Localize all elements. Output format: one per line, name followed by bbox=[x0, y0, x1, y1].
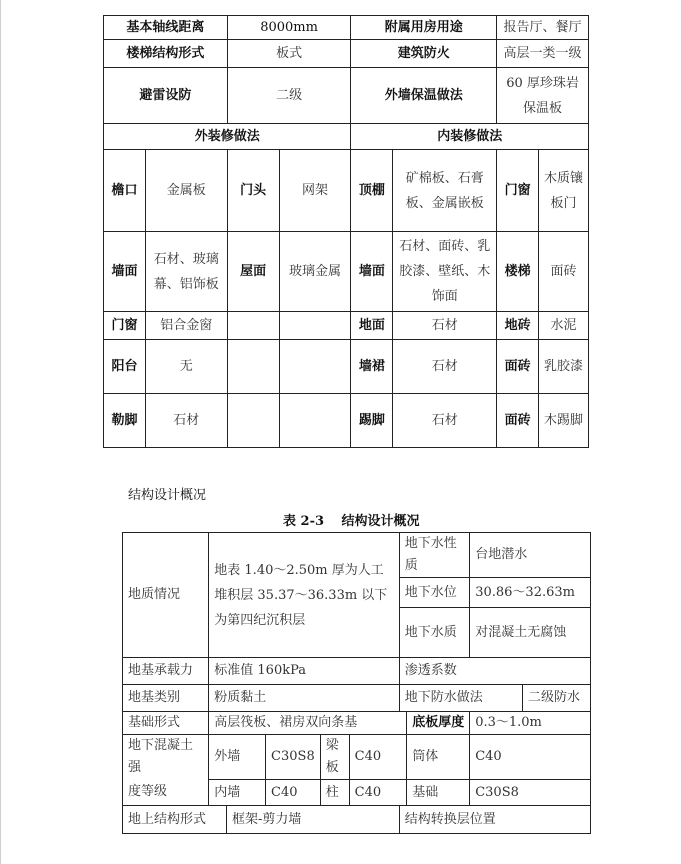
cell-value: 石材、面砖、乳胶漆、壁纸、木饰面 bbox=[393, 232, 497, 312]
table-row bbox=[123, 658, 591, 685]
table-row bbox=[104, 68, 589, 124]
cell-value: 60 厚珍珠岩保温板 bbox=[497, 68, 589, 124]
table-row bbox=[104, 150, 589, 232]
cell-value: 石材 bbox=[145, 394, 227, 448]
structure-summary-table bbox=[122, 532, 591, 834]
cell-value: 对混凝土无腐蚀 bbox=[470, 608, 591, 658]
cell-label: 度等级 bbox=[123, 780, 209, 806]
cell-label: 墙裙 bbox=[351, 340, 393, 394]
cell-value: C40 bbox=[349, 780, 407, 806]
cell-value: 二级防水 bbox=[522, 685, 590, 712]
cell-value: 报告厅、餐厅 bbox=[497, 16, 589, 40]
cell-label: 地下水性质 bbox=[399, 533, 469, 578]
cell-value: 金属板 bbox=[145, 150, 227, 232]
section-header-outer: 外装修做法 bbox=[104, 124, 351, 150]
table-row bbox=[123, 712, 591, 735]
table-row bbox=[123, 780, 591, 806]
cell-label: 地基类别 bbox=[123, 685, 209, 712]
cell-value: 8000mm bbox=[227, 16, 351, 40]
cell-value: C40 bbox=[266, 780, 321, 806]
cell-value: 石材 bbox=[393, 340, 497, 394]
cell-label: 踢脚 bbox=[351, 394, 393, 448]
cell-value: 石材 bbox=[393, 394, 497, 448]
cell-label: 底板厚度 bbox=[407, 712, 470, 735]
section-header-inner: 内装修做法 bbox=[351, 124, 589, 150]
cell-label: 顶棚 bbox=[351, 150, 393, 232]
cell-value: 无 bbox=[145, 340, 227, 394]
table-row bbox=[104, 16, 589, 40]
cell-label: 地下水质 bbox=[399, 608, 469, 658]
cell-label: 面砖 bbox=[497, 394, 539, 448]
cell-value: 水泥 bbox=[539, 312, 589, 340]
table-row bbox=[123, 533, 591, 578]
table-row bbox=[104, 124, 589, 150]
cell-label: 门窗 bbox=[104, 312, 146, 340]
cell-label: 地基承载力 bbox=[123, 658, 209, 685]
cell-value: 铝合金窗 bbox=[145, 312, 227, 340]
cell-value: 高层一类一级 bbox=[497, 40, 589, 68]
cell-value: C30S8 bbox=[266, 735, 321, 780]
cell-value: 木踢脚 bbox=[539, 394, 589, 448]
cell-empty bbox=[227, 340, 279, 394]
table-row bbox=[123, 685, 591, 712]
cell-label: 屋面 bbox=[227, 232, 279, 312]
cell-label: 结构转换层位置 bbox=[399, 806, 590, 834]
table-row bbox=[123, 735, 591, 780]
cell-label: 檐口 bbox=[104, 150, 146, 232]
cell-value: 二级 bbox=[227, 68, 351, 124]
cell-label: 勒脚 bbox=[104, 394, 146, 448]
cell-label: 渗透系数 bbox=[399, 658, 590, 685]
table-row bbox=[104, 340, 589, 394]
cell-value: 网架 bbox=[279, 150, 351, 232]
page-edge-left bbox=[0, 0, 1, 864]
cell-label: 墙面 bbox=[351, 232, 393, 312]
table-row bbox=[104, 312, 589, 340]
table-row bbox=[104, 394, 589, 448]
cell-value: 框架-剪力墙 bbox=[227, 806, 400, 834]
cell-value: 0.3～1.0m bbox=[470, 712, 591, 735]
cell-empty bbox=[227, 312, 279, 340]
cell-value: C40 bbox=[349, 735, 407, 780]
cell-label: 内墙 bbox=[209, 780, 266, 806]
cell-value: 高层筏板、裙房双向条基 bbox=[209, 712, 407, 735]
cell-label: 地面 bbox=[351, 312, 393, 340]
cell-value: C40 bbox=[470, 735, 591, 780]
cell-label: 柱 bbox=[320, 780, 349, 806]
table-row bbox=[104, 40, 589, 68]
cell-label: 墙面 bbox=[104, 232, 146, 312]
cell-label: 楼梯 bbox=[497, 232, 539, 312]
cell-value: 石材、玻璃幕、铝饰板 bbox=[145, 232, 227, 312]
cell-label: 地下水位 bbox=[399, 578, 469, 608]
cell-label: 筒体 bbox=[407, 735, 470, 780]
table-row bbox=[104, 232, 589, 312]
cell-label: 基础 bbox=[407, 780, 470, 806]
cell-label: 附属用房用途 bbox=[351, 16, 497, 40]
cell-value: 标准值 160kPa bbox=[209, 658, 399, 685]
cell-value: 木质镶板门 bbox=[539, 150, 589, 232]
cell-empty bbox=[279, 340, 351, 394]
cell-label: 地下混凝土强 bbox=[123, 735, 209, 780]
cell-value: 乳胶漆 bbox=[539, 340, 589, 394]
cell-label: 阳台 bbox=[104, 340, 146, 394]
cell-label: 外墙 bbox=[209, 735, 266, 780]
cell-label: 基本轴线距离 bbox=[104, 16, 228, 40]
cell-value: 玻璃金属 bbox=[279, 232, 351, 312]
cell-label: 地下防水做法 bbox=[399, 685, 522, 712]
cell-label: 建筑防火 bbox=[351, 40, 497, 68]
cell-label: 外墙保温做法 bbox=[351, 68, 497, 124]
cell-label: 基础形式 bbox=[123, 712, 209, 735]
table-caption: 表 2-3 结构设计概况 bbox=[283, 514, 420, 529]
cell-label: 梁板 bbox=[320, 735, 349, 780]
table-row bbox=[123, 806, 591, 834]
section-title: 结构设计概况 bbox=[128, 488, 207, 503]
cell-label: 地砖 bbox=[497, 312, 539, 340]
cell-label: 地上结构形式 bbox=[123, 806, 227, 834]
architecture-summary-table bbox=[103, 15, 589, 448]
cell-empty bbox=[227, 394, 279, 448]
cell-value: 台地潜水 bbox=[470, 533, 591, 578]
cell-value: 30.86～32.63m bbox=[470, 578, 591, 608]
cell-label: 面砖 bbox=[497, 340, 539, 394]
cell-value: 板式 bbox=[227, 40, 351, 68]
cell-value: 地表 1.40～2.50m 厚为人工堆积层 35.37～36.33m 以下为第四纪沉积层 bbox=[209, 533, 399, 658]
cell-label: 楼梯结构形式 bbox=[104, 40, 228, 68]
cell-value: 面砖 bbox=[539, 232, 589, 312]
cell-label: 门头 bbox=[227, 150, 279, 232]
cell-empty bbox=[279, 394, 351, 448]
cell-value: C30S8 bbox=[470, 780, 591, 806]
cell-empty bbox=[279, 312, 351, 340]
cell-label: 避雷设防 bbox=[104, 68, 228, 124]
cell-value: 矿棉板、石膏板、金属嵌板 bbox=[393, 150, 497, 232]
cell-label: 门窗 bbox=[497, 150, 539, 232]
cell-value: 粉质黏土 bbox=[209, 685, 399, 712]
cell-label: 地质情况 bbox=[123, 533, 209, 658]
cell-value: 石材 bbox=[393, 312, 497, 340]
